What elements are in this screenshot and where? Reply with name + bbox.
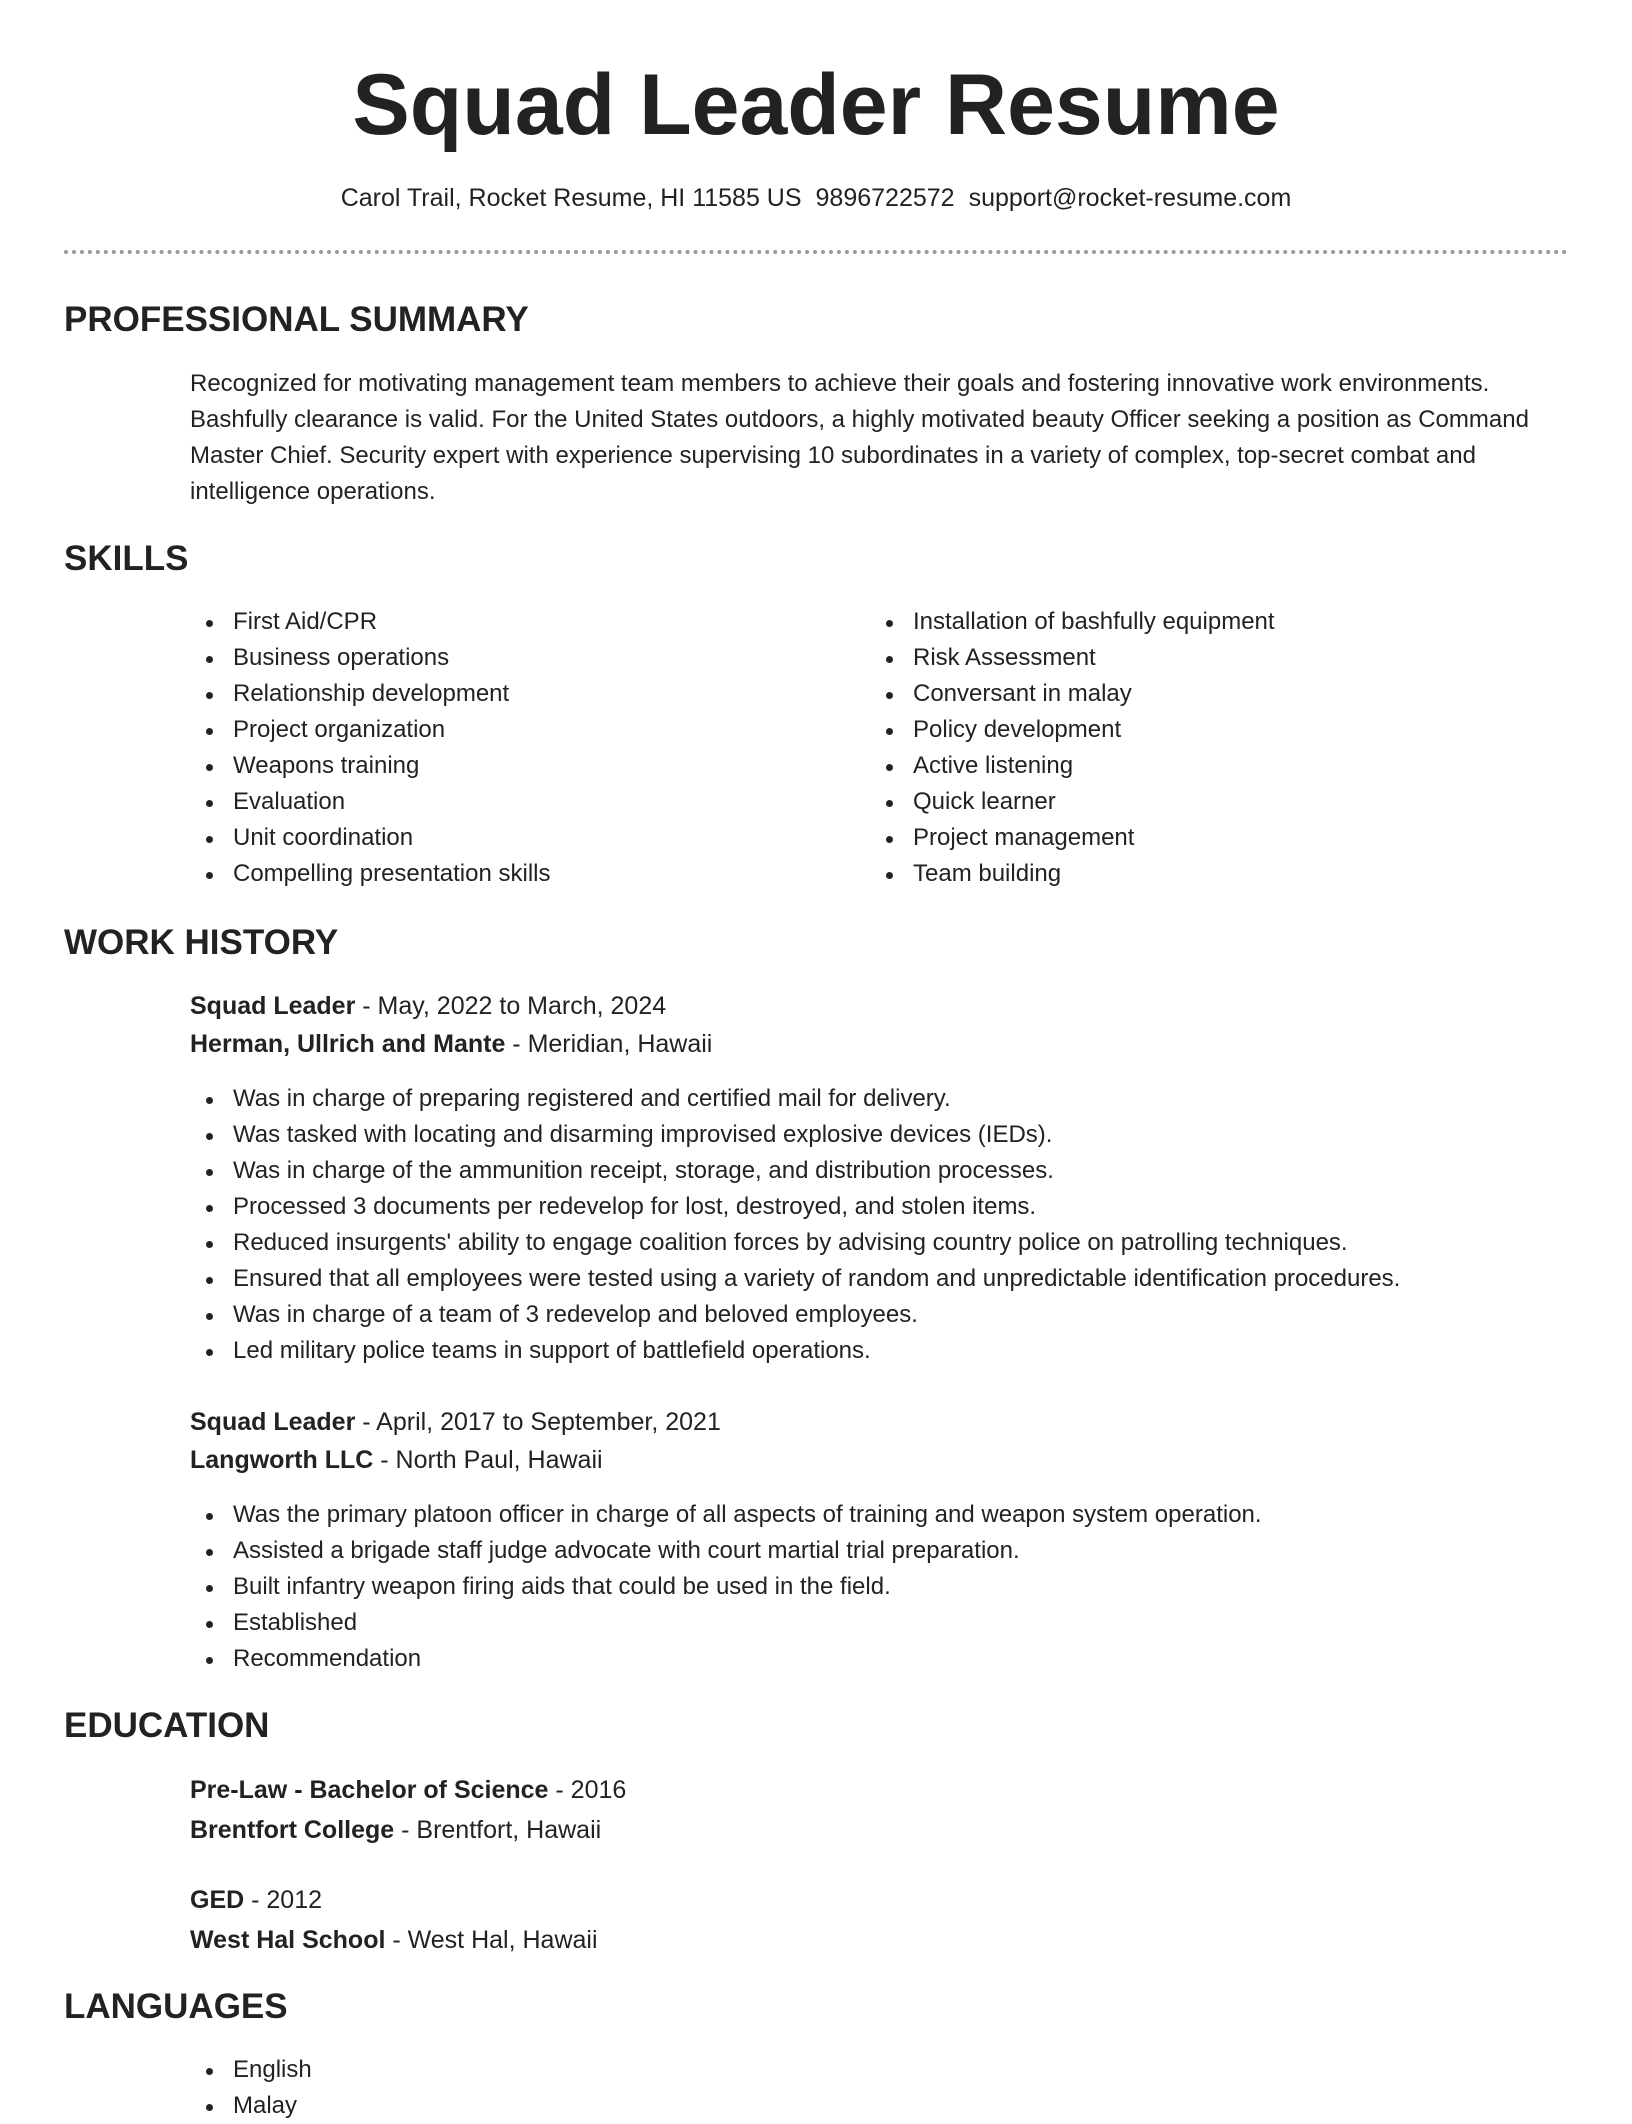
education-location: - West Hal, Hawaii <box>385 1926 598 1954</box>
job-bullet: Established <box>190 1605 1570 1641</box>
skills-list-right <box>870 604 1510 892</box>
job-location: - North Paul, Hawaii <box>373 1446 603 1474</box>
skill-item: Project management <box>870 820 1510 856</box>
job-company-line <box>190 1025 712 1063</box>
contact-phone: 9896722572 <box>815 184 955 212</box>
job-company: Langworth LLC <box>190 1446 374 1474</box>
skill-item: Active listening <box>870 748 1510 784</box>
job-company: Herman, Ullrich and Mante <box>190 1030 506 1058</box>
header-divider <box>64 250 1568 254</box>
job-bullet: Processed 3 documents per redevelop for lost, destroyed, and stolen items. <box>190 1189 1570 1225</box>
skill-item: Business operations <box>190 640 830 676</box>
section-title-skills: SKILLS <box>64 539 189 578</box>
education-year: - 2012 <box>244 1886 323 1914</box>
skill-item: Project organization <box>190 712 830 748</box>
education-year: - 2016 <box>548 1776 627 1804</box>
job-bullet: Built infantry weapon firing aids that could be used in the field. <box>190 1569 1570 1605</box>
skill-item: Unit coordination <box>190 820 830 856</box>
contact-address: Carol Trail, Rocket Resume, HI 11585 US <box>340 184 802 212</box>
job-title: Squad Leader <box>190 1408 356 1436</box>
section-title-education: EDUCATION <box>64 1706 270 1745</box>
section-title-summary: PROFESSIONAL SUMMARY <box>64 300 529 339</box>
language-item: English <box>190 2052 830 2088</box>
job-title-line <box>190 1403 721 1441</box>
job-bullet: Was in charge of the ammunition receipt, storage, and distribution processes. <box>190 1153 1570 1189</box>
language-item: Malay <box>190 2088 830 2124</box>
job-bullet: Led military police teams in support of battlefield operations. <box>190 1333 1570 1369</box>
summary-text: Recognized for motivating management team members to achieve their goals and fostering innovative work environments. Bashfully clearance is valid. For the United States outdoors, a highly motivated beauty Officer seeking a position as Command Master Chief. Security expert with experience supervising 10 subordinates in a variety of complex, top-secret combat and intelligence operations. <box>190 370 1529 505</box>
skill-item: Policy development <box>870 712 1510 748</box>
job-bullet: Was tasked with locating and disarming improvised explosive devices (IEDs). <box>190 1117 1570 1153</box>
resume-title: Squad Leader Resume <box>352 57 1280 153</box>
skill-item: Relationship development <box>190 676 830 712</box>
skill-item: First Aid/CPR <box>190 604 830 640</box>
skill-item: Evaluation <box>190 784 830 820</box>
skill-item: Compelling presentation skills <box>190 856 830 892</box>
job-bullet: Was in charge of preparing registered and certified mail for delivery. <box>190 1081 1570 1117</box>
skill-item: Conversant in malay <box>870 676 1510 712</box>
job-bullet: Recommendation <box>190 1641 1570 1677</box>
section-title-work-history: WORK HISTORY <box>64 923 339 962</box>
job-bullets <box>190 1081 1570 1369</box>
education-degree-line <box>190 1771 626 1809</box>
education-school: Brentfort College <box>190 1816 395 1844</box>
job-bullets <box>190 1497 1570 1677</box>
job-bullet: Was in charge of a team of 3 redevelop and beloved employees. <box>190 1297 1570 1333</box>
skill-item: Quick learner <box>870 784 1510 820</box>
job-bullet: Was the primary platoon officer in charge of all aspects of training and weapon system operation. <box>190 1497 1570 1533</box>
job-dates: - May, 2022 to March, 2024 <box>355 992 667 1020</box>
skills-list-left <box>190 604 830 892</box>
skill-item: Team building <box>870 856 1510 892</box>
education-school-line <box>190 1811 601 1849</box>
education-degree-line <box>190 1881 322 1919</box>
education-location: - Brentfort, Hawaii <box>394 1816 602 1844</box>
education-school: West Hal School <box>190 1926 386 1954</box>
job-location: - Meridian, Hawaii <box>505 1030 713 1058</box>
job-title: Squad Leader <box>190 992 356 1020</box>
job-title-line <box>190 987 666 1025</box>
skill-item: Weapons training <box>190 748 830 784</box>
section-title-languages: LANGUAGES <box>64 1987 288 2026</box>
skill-item: Risk Assessment <box>870 640 1510 676</box>
job-bullet: Assisted a brigade staff judge advocate with court martial trial preparation. <box>190 1533 1570 1569</box>
job-dates: - April, 2017 to September, 2021 <box>355 1408 721 1436</box>
languages-list <box>190 2052 830 2124</box>
job-company-line <box>190 1441 603 1479</box>
education-degree: GED <box>190 1886 245 1914</box>
education-degree: Pre-Law - Bachelor of Science <box>190 1776 549 1804</box>
skill-item: Installation of bashfully equipment <box>870 604 1510 640</box>
job-bullet: Reduced insurgents' ability to engage coalition forces by advising country police on patrolling techniques. <box>190 1225 1570 1261</box>
job-bullet: Ensured that all employees were tested using a variety of random and unpredictable identification procedures. <box>190 1261 1570 1297</box>
contact-email[interactable]: support@rocket-resume.com <box>968 184 1292 212</box>
contact-line <box>0 178 1632 218</box>
education-school-line <box>190 1921 598 1959</box>
